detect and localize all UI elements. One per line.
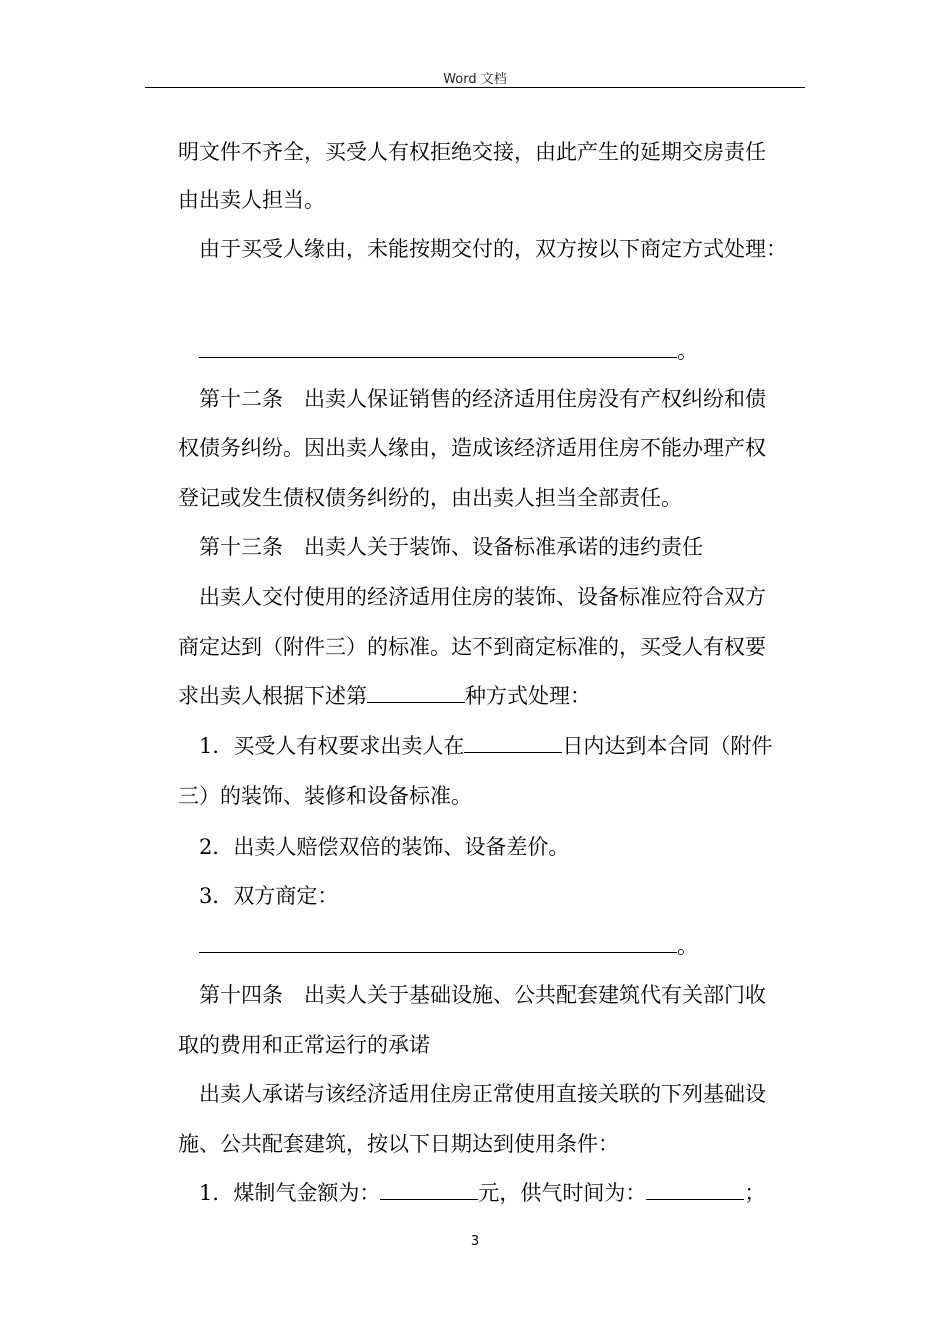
text-line: 由于买受人缘由，未能按期交付的，双方按以下商定方式处理： xyxy=(199,237,787,261)
blank-field[interactable] xyxy=(380,1198,478,1200)
text-segment: ； xyxy=(744,1181,766,1205)
period: 。 xyxy=(677,934,698,958)
text-line: 明文件不齐全，买受人有权拒绝交接，由此产生的延期交房责任 xyxy=(178,140,766,164)
article-12-title: 第十二条 出卖人保证销售的经济适用住房没有产权纠纷和债 xyxy=(199,387,766,411)
list-item: 2．出卖人赔偿双倍的装饰、设备差价。 xyxy=(199,835,570,859)
text-line: 商定达到（附件三）的标准。达不到商定标准的，买受人有权要 xyxy=(178,635,766,659)
text-segment: 1．买受人有权要求出卖人在 xyxy=(199,734,465,758)
text-segment: 1．煤制气金额为： xyxy=(199,1181,381,1205)
article-14-title: 第十四条 出卖人关于基础设施、公共配套建筑代有关部门收 xyxy=(199,983,766,1007)
blank-field[interactable] xyxy=(199,356,677,358)
text-line: 由出卖人担当。 xyxy=(178,188,325,212)
text-line xyxy=(178,686,591,707)
list-item: 3．双方商定： xyxy=(199,884,339,908)
blank-field[interactable] xyxy=(199,951,677,953)
text-segment: 种方式处理： xyxy=(465,684,591,708)
page-header: Word 文档 xyxy=(443,72,507,87)
fill-in-line xyxy=(199,936,698,957)
list-item xyxy=(199,736,772,757)
article-13-title: 第十三条 出卖人关于装饰、设备标准承诺的违约责任 xyxy=(199,535,703,559)
fill-in-line xyxy=(199,341,698,362)
list-item xyxy=(199,1183,765,1204)
blank-field[interactable] xyxy=(646,1198,744,1200)
text-line: 施、公共配套建筑，按以下日期达到使用条件： xyxy=(178,1132,619,1156)
text-line: 取的费用和正常运行的承诺 xyxy=(178,1033,430,1057)
page-number: 3 xyxy=(470,1234,480,1249)
text-line: 权债务纠纷。因出卖人缘由，造成该经济适用住房不能办理产权 xyxy=(178,436,766,460)
blank-field[interactable] xyxy=(464,751,562,753)
period: 。 xyxy=(677,339,698,363)
text-line: 三）的装饰、装修和设备标准。 xyxy=(178,784,472,808)
blank-field[interactable] xyxy=(367,701,465,703)
text-segment: 求出卖人根据下述第 xyxy=(178,684,367,708)
text-line: 出卖人交付使用的经济适用住房的装饰、设备标准应符合双方 xyxy=(199,585,766,609)
header-rule xyxy=(145,87,805,88)
text-line: 出卖人承诺与该经济适用住房正常使用直接关联的下列基础设 xyxy=(199,1082,766,1106)
text-line: 登记或发生债权债务纠纷的，由出卖人担当全部责任。 xyxy=(178,486,682,510)
text-segment: 元，供气时间为： xyxy=(478,1181,647,1205)
text-segment: 日内达到本合同（附件 xyxy=(562,734,773,758)
